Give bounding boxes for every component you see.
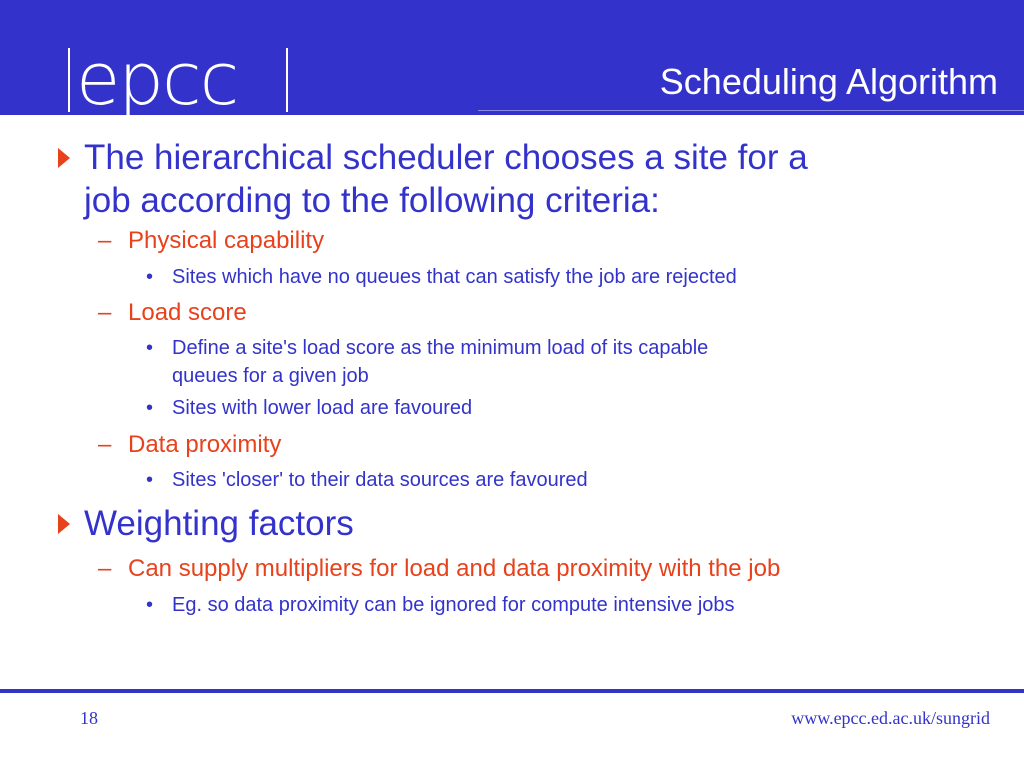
bullet-text-line: The hierarchical scheduler chooses a site for a xyxy=(84,138,808,177)
sub-sub-bullet xyxy=(146,466,892,494)
sub-bullet-data-proximity xyxy=(98,430,928,460)
dash-marker: – xyxy=(98,299,112,326)
sub-bullet-multipliers xyxy=(98,554,928,584)
dash-marker: – xyxy=(98,227,112,254)
dash-marker: – xyxy=(98,431,112,458)
sub-bullet-text: Can supply multipliers for load and data proximity with the job xyxy=(128,555,781,582)
bullet-weighting-factors xyxy=(84,502,944,545)
sub-bullet-text: Data proximity xyxy=(128,431,282,458)
arrow-bullet-icon xyxy=(58,148,70,168)
header-divider xyxy=(478,110,1024,111)
sub-sub-bullet-text: Sites with lower load are favoured xyxy=(172,397,473,419)
dot-marker: • xyxy=(146,594,154,616)
dot-marker: • xyxy=(146,397,154,419)
sub-bullet-text: Physical capability xyxy=(128,227,325,254)
sub-sub-bullet xyxy=(146,334,892,390)
bullet-hierarchical-scheduler xyxy=(84,136,944,222)
sub-bullet-physical-capability xyxy=(98,226,928,256)
slide-header xyxy=(0,0,1024,121)
dot-marker: • xyxy=(146,469,154,491)
sub-sub-bullet-text: Sites 'closer' to their data sources are favoured xyxy=(172,469,588,491)
sub-sub-bullet xyxy=(146,263,892,291)
dash-marker: – xyxy=(98,555,112,582)
bullet-text-line: job according to the following criteria: xyxy=(84,181,660,220)
epcc-logo xyxy=(64,37,294,121)
logo-bar-left xyxy=(68,48,70,112)
sub-sub-bullet xyxy=(146,394,892,422)
footer-divider xyxy=(0,689,1024,693)
sub-sub-bullet-text: Eg. so data proximity can be ignored for compute intensive jobs xyxy=(172,594,735,616)
bullet-text-line: Weighting factors xyxy=(84,504,354,543)
arrow-bullet-icon xyxy=(58,514,70,534)
dot-marker: • xyxy=(146,266,154,288)
sub-bullet-load-score xyxy=(98,298,928,328)
logo-text: epcc xyxy=(76,37,238,121)
page-number: 18 xyxy=(80,708,98,728)
footer-url: www.epcc.ed.ac.uk/sungrid xyxy=(791,708,990,728)
sub-sub-bullet xyxy=(146,591,892,619)
slide-title: Scheduling Algorithm xyxy=(659,61,998,102)
sub-sub-bullet-text: Sites which have no queues that can satisfy the job are rejected xyxy=(172,266,737,288)
sub-bullet-text: Load score xyxy=(128,299,247,326)
logo-bar-right xyxy=(286,48,288,112)
sub-sub-bullet-text: Define a site's load score as the minimum load of its capable xyxy=(172,337,709,359)
sub-sub-bullet-text: queues for a given job xyxy=(172,365,369,387)
dot-marker: • xyxy=(146,337,154,359)
